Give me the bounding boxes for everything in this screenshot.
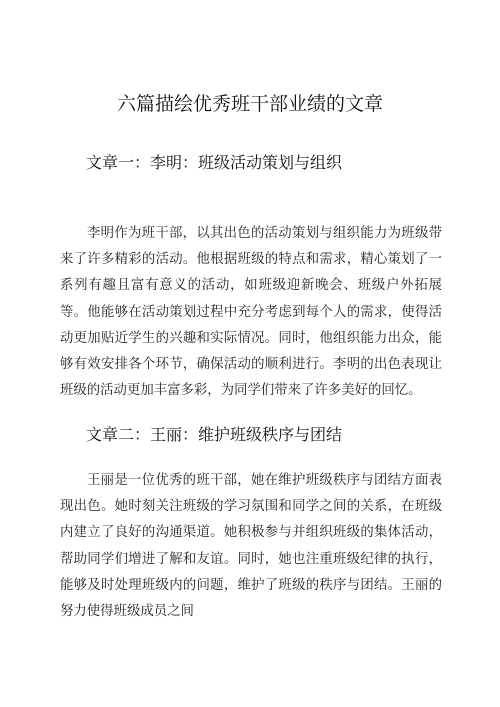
section-heading-1: 文章一：李明：班级活动策划与组织 [86,153,343,172]
document-title: 六篇描绘优秀班干部业绩的文章 [116,93,383,115]
section-body-2: 王丽是一位优秀的班干部，她在维护班级秩序与团结方面表现出色。她时刻关注班级的学习氛围和同学之间的关系，在班级内建立了良好的沟通渠道。她积极参与并组织班级的集体活动，帮助同学们增进了解和友谊。同时，她也注重班级纪律的执行，能够及时处理班级内的问题，维护了班级的秩序与团结。王丽的努力使得班级成员之间 [60,473,442,620]
section-heading-2: 文章二：王丽：维护班级秩序与团结 [86,425,343,444]
section-body-1: 李明作为班干部，以其出色的活动策划与组织能力为班级带来了许多精彩的活动。他根据班级的特点和需求，精心策划了一系列有趣且富有意义的活动，如班级迎新晚会、班级户外拓展等。他能够在活动策划过程中充分考虑到每个人的需求，使得活动更加贴近学生的兴趣和实际情况。同时，他组织能力出众，能够有效安排各个环节，确保活动的顺利进行。李明的出色表现让班级的活动更加丰富多彩，为同学们带来了许多美好的回忆。 [60,226,442,399]
